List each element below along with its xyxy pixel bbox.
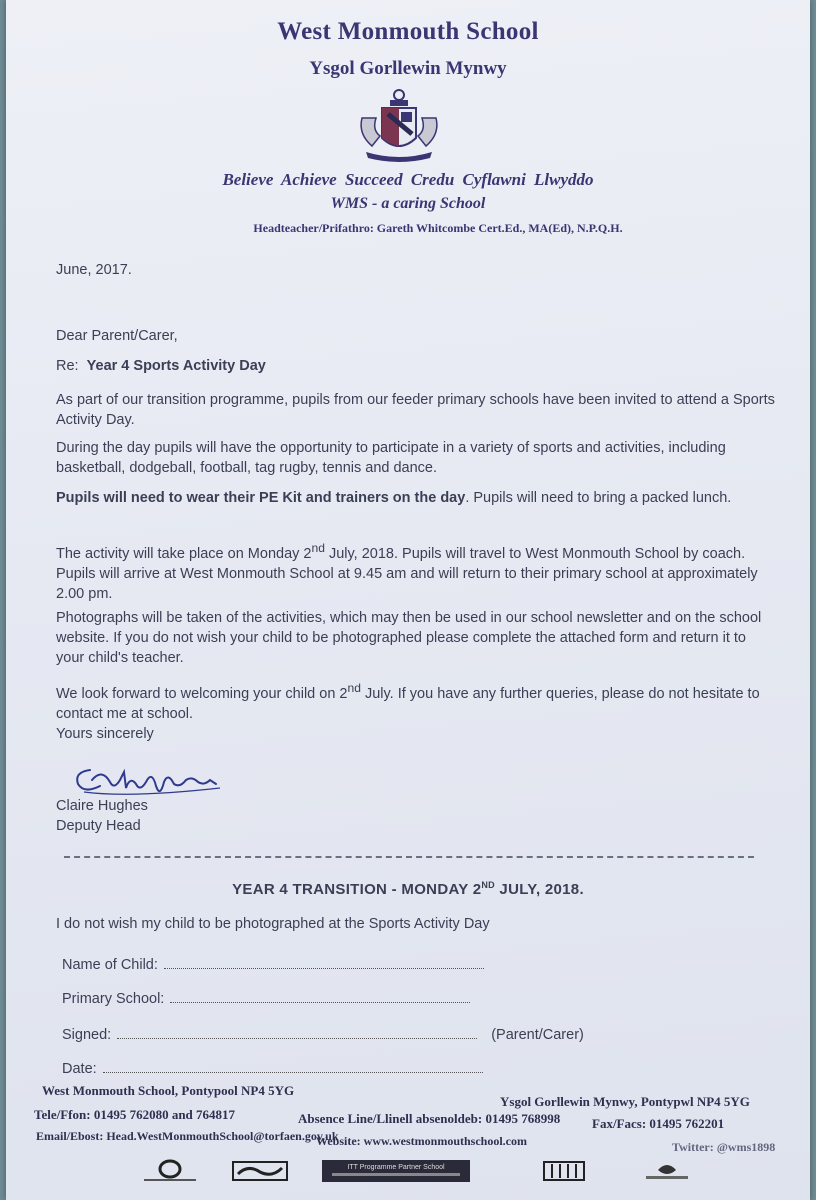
school-tagline: WMS - a caring School [330, 195, 486, 212]
welcome-text-b: July. If you have any further queries, please do not hesitate to contact me at school. [56, 685, 760, 722]
footer-address-english: West Monmouth School, Pontypool NP4 5YG [42, 1083, 295, 1098]
kit-notice-bold: Pupils will need to wear their PE Kit and trainers on the day [56, 490, 466, 506]
primary-school-blank[interactable] [170, 990, 470, 1003]
partner-logo-text: ITT Programme Partner School [347, 1164, 445, 1171]
child-name-blank[interactable] [164, 956, 484, 969]
schedule-text-a: The activity will take place on Monday 2 [56, 545, 312, 562]
child-name-field[interactable] [62, 956, 484, 973]
tear-off-divider [64, 856, 754, 858]
footer-twitter: Twitter: @wms1898 [672, 1140, 776, 1154]
salutation: Dear Parent/Carer, [56, 328, 178, 344]
welcome-text-a: We look forward to welcoming your child on 2 [56, 685, 348, 702]
headteacher-line: Headteacher/Prifathro: Gareth Whitcombe Cert.Ed., MA(Ed), N.P.Q.H. [253, 221, 623, 235]
subject-line [56, 356, 776, 376]
paragraph-transition: As part of our transition programme, pupils from our feeder primary schools have been invited to attend a Sports Activity Day. [56, 392, 775, 428]
building-logo [542, 1158, 586, 1184]
primary-school-label: Primary School: [62, 991, 165, 1007]
welcome-ordinal: nd [347, 681, 361, 695]
letter-page [6, 0, 810, 1200]
subject-prefix: Re: [56, 358, 79, 374]
partner-emblem-logo [638, 1158, 696, 1184]
form-title-a: YEAR 4 TRANSITION - MONDAY 2 [232, 881, 482, 898]
signer-title: Deputy Head [56, 818, 141, 834]
signed-label: Signed: [62, 1027, 112, 1043]
school-name-welsh: Ysgol Gorllewin Mynwy [309, 58, 507, 79]
paragraph-activities: During the day pupils will have the opportunity to participate in a variety of sports and activities, including basketball, dodgeball, football, tag rugby, tennis and dance. [56, 440, 726, 476]
footer-fax: Fax/Facs: 01495 762201 [592, 1116, 725, 1131]
closing: Yours sincerely [56, 726, 154, 742]
school-motto: Believe Achieve Succeed Credu Cyflawni Llwyddo [222, 170, 594, 189]
signed-suffix: (Parent/Carer) [491, 1027, 584, 1043]
subject-text: Year 4 Sports Activity Day [86, 358, 266, 374]
paragraph-kit [56, 488, 776, 508]
signer-name: Claire Hughes [56, 798, 148, 814]
date-label: Date: [62, 1061, 97, 1077]
paragraph-welcome [56, 678, 776, 724]
form-title-b: JULY, 2018. [494, 881, 584, 898]
footer-email: Email/Ebost: Head.WestMonmouthSchool@torfaen.gov.uk [36, 1129, 339, 1143]
investors-in-people-logo [138, 1158, 202, 1184]
form-title-ordinal: ND [481, 880, 495, 890]
school-crest-logo [354, 88, 444, 166]
signed-blank[interactable] [117, 1026, 477, 1039]
date-blank[interactable] [103, 1060, 483, 1073]
form-intro: I do not wish my child to be photographed at the Sports Activity Day [56, 916, 490, 932]
school-name: West Monmouth School [277, 18, 539, 45]
signature-field[interactable] [62, 1026, 584, 1043]
paragraph-photographs: Photographs will be taken of the activities, which may then be used in our school newsletter and on the school website. If you do not wish your child to be photographed please complete the attached form and return it to your child's teacher. [56, 610, 762, 666]
paragraph-schedule [56, 538, 776, 604]
kit-notice-rest: . Pupils will need to bring a packed lunch. [465, 490, 732, 506]
footer-address-welsh: Ysgol Gorllewin Mynwy, Pontypwl NP4 5YG [500, 1094, 750, 1109]
schedule-text-b: July, 2018. Pupils will travel to West Monmouth School by coach. Pupils will arrive at West Monmouth School at 9.45 am and will return to their primary school at approximately 2.00 pm. [56, 545, 758, 602]
footer-telephone: Tele/Ffon: 01495 762080 and 764817 [34, 1107, 236, 1122]
accreditation-logo [232, 1158, 288, 1184]
date-field[interactable] [62, 1060, 483, 1077]
letter-date: June, 2017. [56, 262, 132, 278]
schedule-ordinal: nd [311, 541, 325, 555]
form-title [6, 880, 810, 898]
footer-absence-line: Absence Line/Llinell absenoldeb: 01495 768998 [298, 1111, 561, 1126]
primary-school-field[interactable] [62, 990, 470, 1007]
child-name-label: Name of Child: [62, 957, 158, 973]
itt-partner-school-logo [322, 1158, 470, 1184]
footer-website: Website: www.westmonmouthschool.com [316, 1134, 527, 1148]
